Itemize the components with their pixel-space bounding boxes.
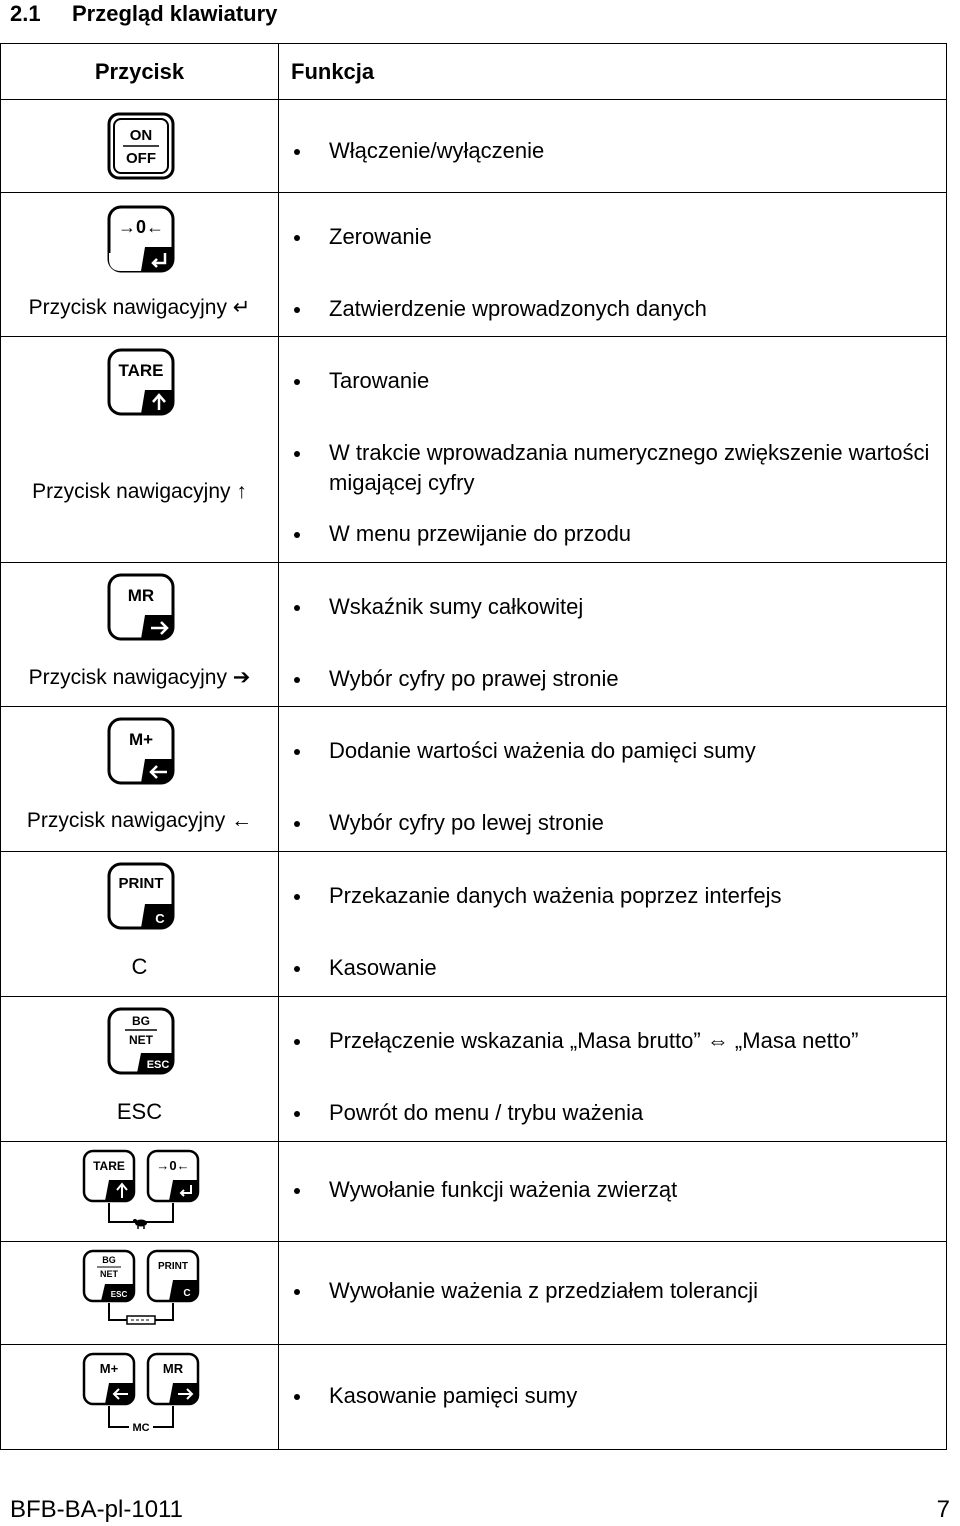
bullet-icon (294, 451, 300, 457)
function-cell: Przekazanie danych ważenia poprzez interfejs Kasowanie (279, 852, 947, 997)
footer-page-number: 7 (936, 1496, 950, 1523)
function-cell: Przełączenie wskazania „Masa brutto” ⇔ „Masa netto” Powrót do menu / trybu ważenia (279, 997, 947, 1142)
function-cell: Wywołanie ważenia z przedziałem tolerancji (279, 1242, 947, 1345)
key-cell (1, 337, 279, 563)
m-plus-key-label: M+ (128, 730, 154, 749)
bullet-icon (294, 605, 300, 611)
esc-label: ESC (146, 1059, 170, 1071)
key-cell (1, 193, 279, 337)
bullet-icon (294, 966, 300, 972)
table-row (1, 852, 947, 997)
table-row (1, 563, 947, 707)
nav-key-label: Przycisk nawigacyjny ↑ (32, 480, 247, 503)
print-key-icon (105, 860, 177, 932)
svg-text:PRINT: PRINT (158, 1261, 188, 1272)
m-plus-key-icon (105, 715, 177, 787)
mplus-mr-combo-icon (81, 1351, 201, 1439)
table-row (1, 1142, 947, 1242)
table-row (1, 1242, 947, 1345)
bullet-icon (294, 894, 300, 900)
section-number: 2.1 (10, 1, 41, 26)
bullet-icon (294, 235, 300, 241)
key-cell (1, 852, 279, 997)
bullet-icon (294, 749, 300, 755)
bullet-icon (294, 379, 300, 385)
net-label: NET (129, 1033, 153, 1047)
table-row (1, 100, 947, 193)
print-key-sublabel: C (155, 911, 165, 926)
section-title: Przegląd klawiatury (72, 1, 278, 26)
bg-net-key-icon (105, 1005, 177, 1077)
tare-zero-combo-icon (81, 1148, 201, 1236)
on-off-key-icon (105, 110, 177, 182)
svg-text:MR: MR (162, 1361, 184, 1376)
svg-text:TARE: TARE (93, 1159, 125, 1173)
footer-doc-id: BFB-BA-pl-1011 (10, 1496, 183, 1523)
key-cell (1, 997, 279, 1142)
table-row (1, 1345, 947, 1450)
tare-key-icon (105, 346, 177, 418)
key-cell (1, 1142, 279, 1242)
mr-key-label: MR (127, 586, 155, 605)
svg-text:→0←: →0← (156, 1158, 190, 1173)
function-cell: Dodanie wartości ważenia do pamięci sumy Wybór cyfry po lewej stronie (279, 707, 947, 852)
key-cell (1, 1345, 279, 1450)
bg-label: BG (132, 1014, 150, 1028)
function-cell: Kasowanie pamięci sumy (279, 1345, 947, 1450)
header-button: Przycisk (1, 44, 279, 100)
key-cell (1, 707, 279, 852)
bullet-icon (294, 307, 300, 313)
bullet-icon (294, 1188, 300, 1194)
key-cell (1, 563, 279, 707)
zero-key-icon (105, 203, 177, 275)
svg-text:C: C (183, 1288, 191, 1299)
keyboard-table (0, 43, 947, 1450)
nav-key-label: ESC (116, 1099, 163, 1124)
nav-key-label: Przycisk nawigacyjny ➔ (28, 666, 251, 689)
bullet-icon (294, 1039, 300, 1045)
onoff-top-label: ON (129, 127, 153, 144)
svg-text:ESC: ESC (110, 1290, 128, 1299)
function-cell: Wywołanie funkcji ważenia zwierząt (279, 1142, 947, 1242)
function-cell: Włączenie/wyłączenie (279, 100, 947, 193)
mc-label: MC (132, 1422, 150, 1434)
zero-key-label: →0← (117, 217, 165, 237)
bullet-icon (294, 821, 300, 827)
table-row (1, 337, 947, 563)
svg-text:M+: M+ (99, 1361, 119, 1376)
bullet-icon (294, 1289, 300, 1295)
bullet-icon (294, 532, 300, 538)
mr-key-icon (105, 571, 177, 643)
key-cell (1, 1242, 279, 1345)
svg-text:NET: NET (100, 1269, 118, 1279)
onoff-bottom-label: OFF (126, 150, 156, 167)
table-row (1, 193, 947, 337)
function-cell: Zerowanie Zatwierdzenie wprowadzonych danych (279, 193, 947, 337)
bullet-icon (294, 677, 300, 683)
section-heading (10, 0, 277, 28)
nav-key-label: C (131, 954, 148, 979)
svg-text:BG: BG (102, 1255, 116, 1265)
bullet-icon (294, 1394, 300, 1400)
function-cell: Tarowanie W trakcie wprowadzania numerycznego zwiększenie wartości migającej cyfry W menu przewijanie do przodu (279, 337, 947, 563)
bullet-icon (294, 149, 300, 155)
table-row (1, 707, 947, 852)
key-cell (1, 100, 279, 193)
nav-key-label: Przycisk nawigacyjny ↵ (28, 296, 251, 319)
header-function: Funkcja (279, 44, 947, 100)
bullet-icon (294, 1111, 300, 1117)
tare-key-label: TARE (118, 361, 164, 380)
bgnet-print-combo-icon (81, 1248, 201, 1336)
print-key-label: PRINT (118, 875, 164, 892)
nav-key-label: Przycisk nawigacyjny ← (26, 809, 253, 832)
table-header-row (1, 44, 947, 100)
function-cell: Wskaźnik sumy całkowitej Wybór cyfry po prawej stronie (279, 563, 947, 707)
table-row (1, 997, 947, 1142)
